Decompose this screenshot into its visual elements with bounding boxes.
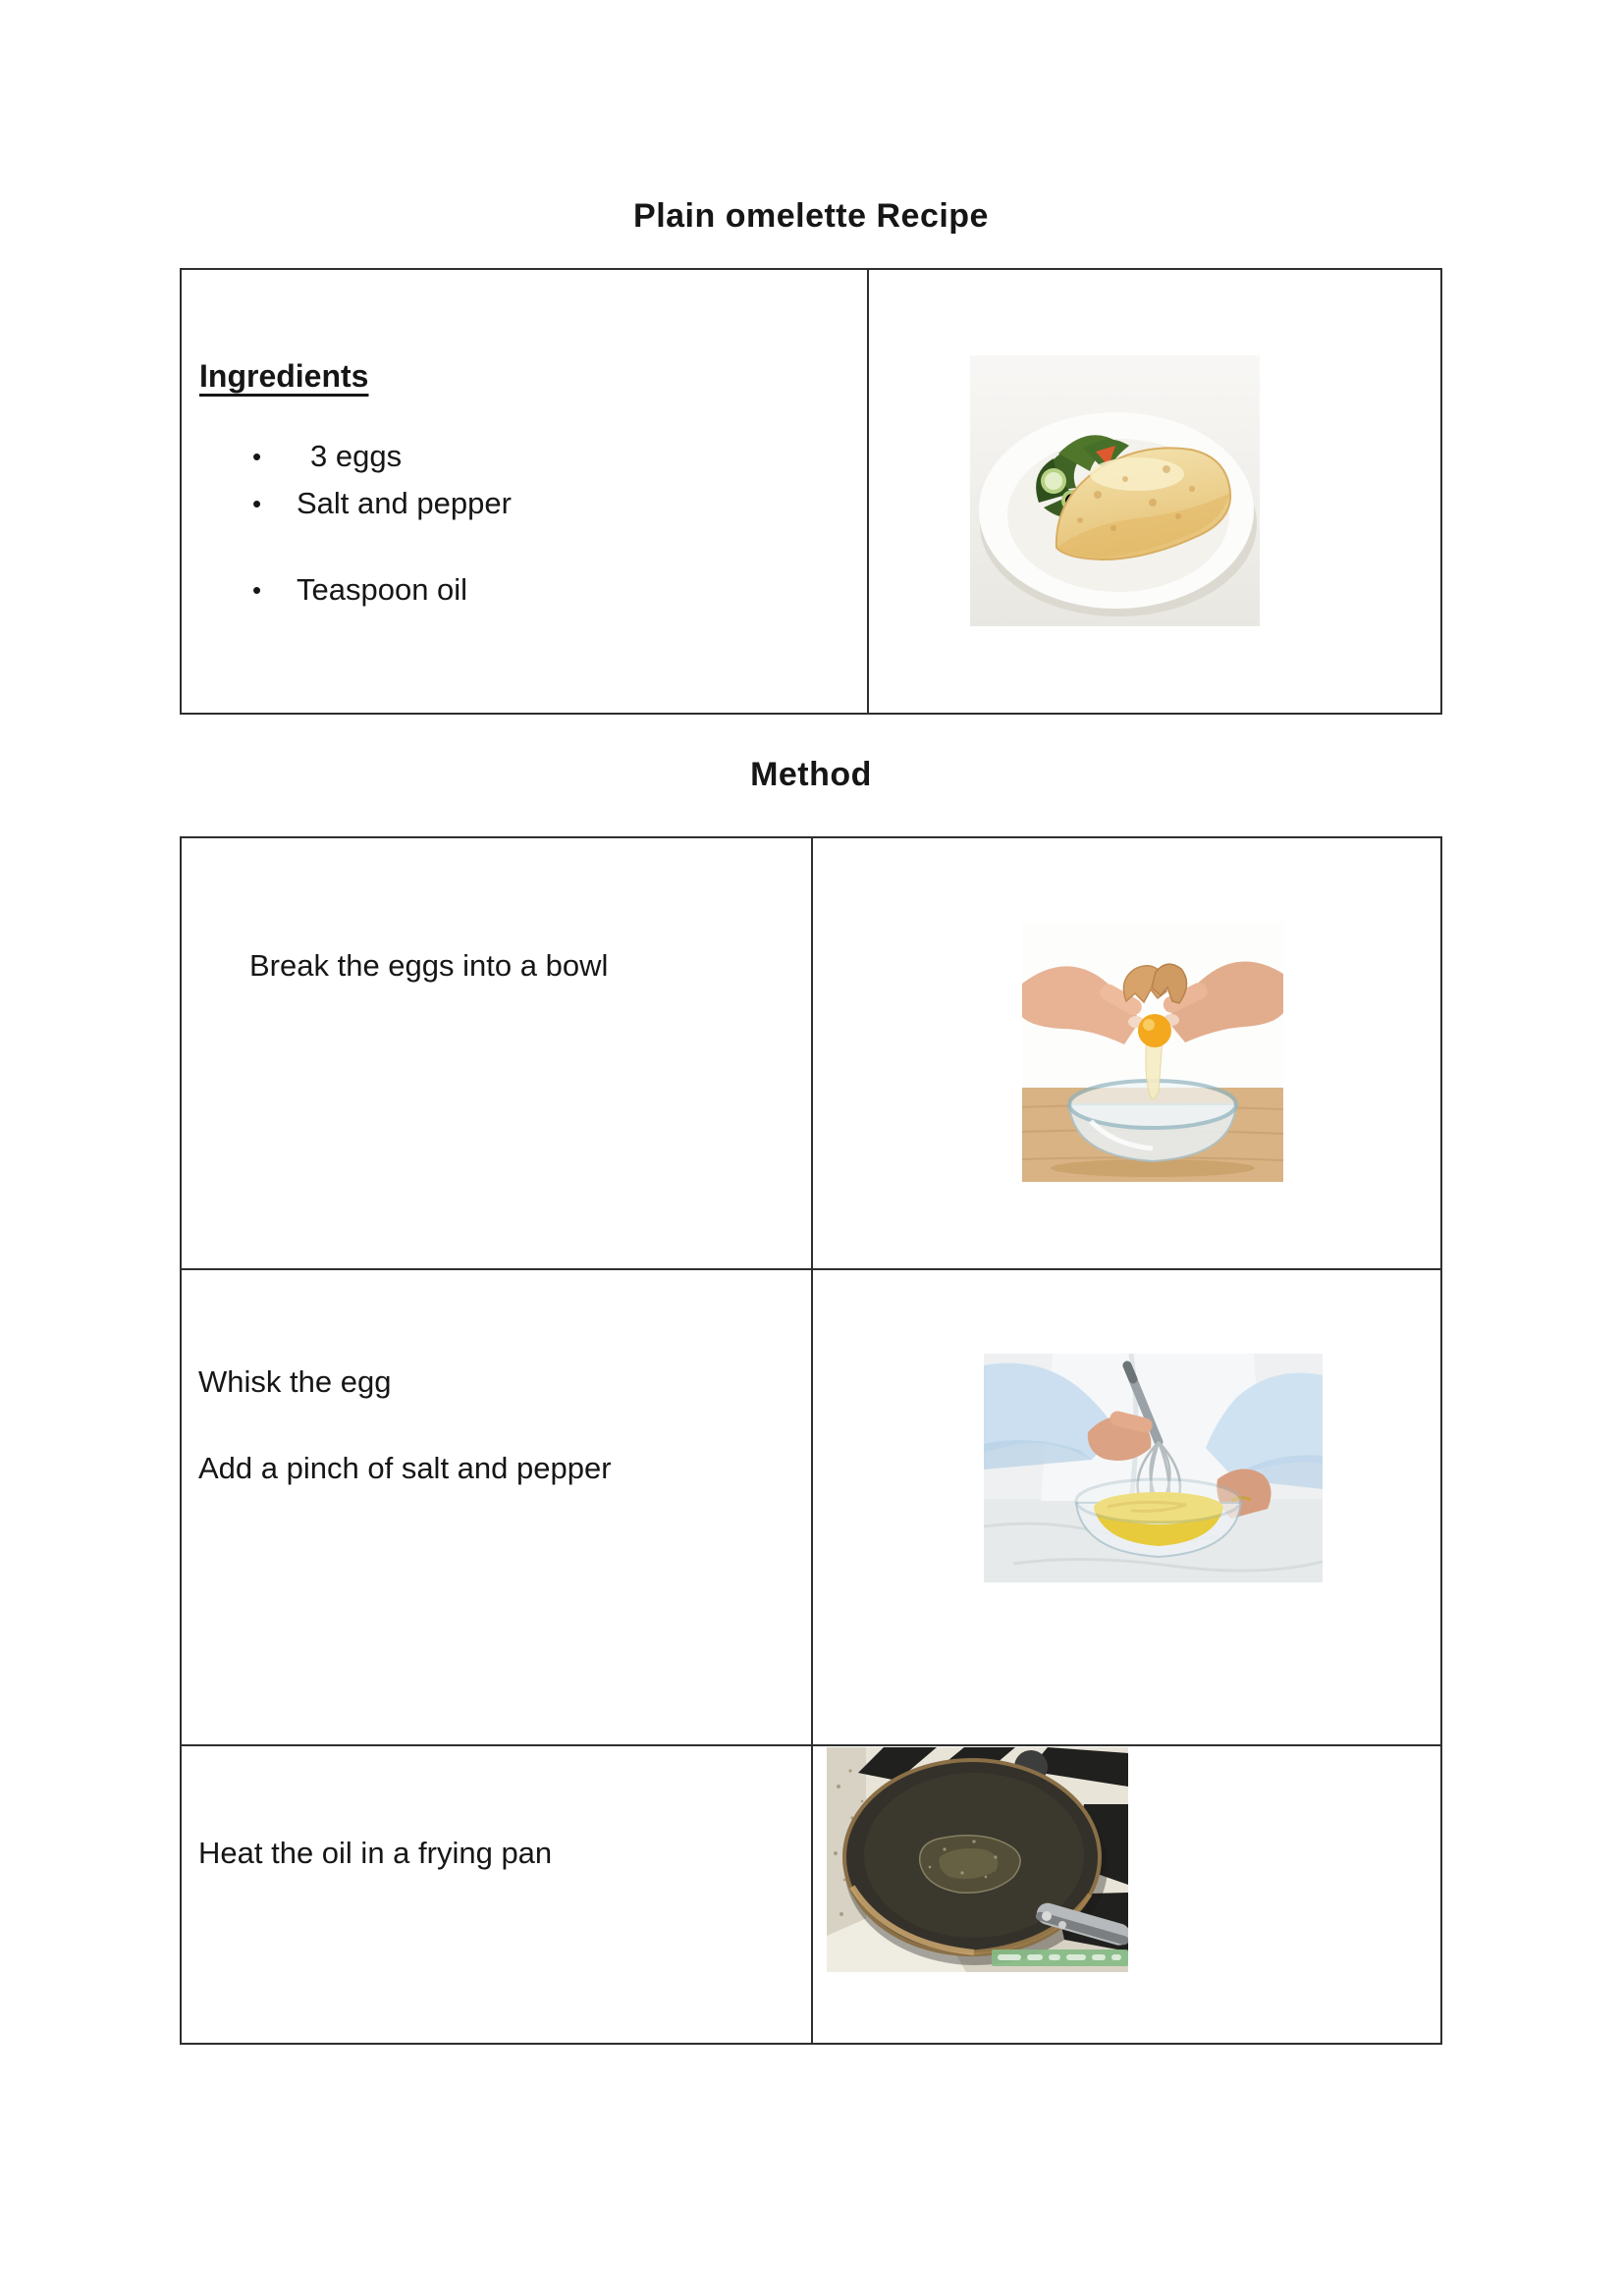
ingredients-heading: Ingredients <box>199 358 369 394</box>
method-step-text: Heat the oil in a frying pan <box>198 1836 553 1870</box>
method-row <box>182 1746 1440 2043</box>
frying-pan-with-oil-on-stove-photo <box>827 1747 1128 1972</box>
method-step-photo-cell <box>813 1746 1440 2043</box>
ingredients-text-cell <box>182 270 869 713</box>
ingredient-label: Salt and pepper <box>297 486 512 520</box>
method-step-text: Break the eggs into a bowl <box>249 948 609 983</box>
method-step-photo-cell <box>813 1270 1440 1744</box>
plated-omelette-with-salad-photo <box>970 355 1260 626</box>
method-table <box>180 836 1442 2045</box>
page-title: Plain omelette Recipe <box>633 197 989 235</box>
method-step-text-cell <box>182 1746 813 2043</box>
cracking-egg-into-glass-bowl-photo <box>1022 923 1283 1182</box>
method-step-text-cell <box>182 1270 813 1744</box>
bullet-icon: • <box>252 489 262 518</box>
pan <box>844 1760 1108 1965</box>
ingredient-label: Teaspoon oil <box>297 572 468 607</box>
method-step-text-cell <box>182 838 813 1268</box>
method-step-photo-cell <box>813 838 1440 1268</box>
watermark-strip <box>992 1949 1128 1966</box>
whisking-eggs-in-glass-bowl-photo <box>984 1354 1323 1582</box>
ingredients-photo-cell <box>869 270 1440 713</box>
ingredient-label: 3 eggs <box>310 439 403 473</box>
method-step-text: Add a pinch of salt and pepper <box>198 1451 612 1485</box>
method-heading: Method <box>750 756 872 793</box>
bullet-icon: • <box>252 575 262 605</box>
method-step-text: Whisk the egg <box>198 1364 392 1399</box>
method-row <box>182 1270 1440 1746</box>
bullet-icon: • <box>252 442 262 471</box>
method-row <box>182 838 1440 1270</box>
ingredients-table <box>180 268 1442 715</box>
